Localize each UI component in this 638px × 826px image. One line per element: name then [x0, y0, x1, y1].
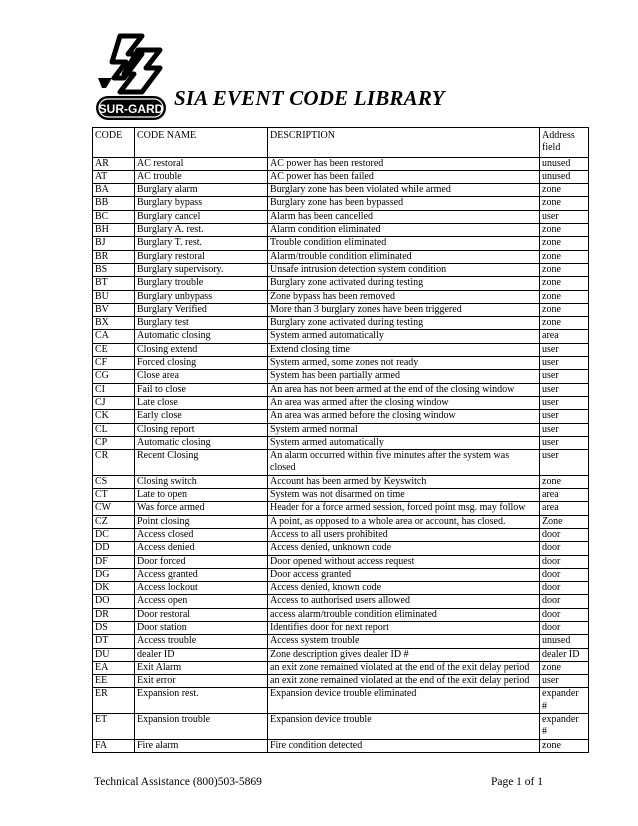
- row-description: Alarm/trouble condition eliminated: [268, 250, 540, 263]
- row-description: Access system trouble: [268, 635, 540, 648]
- row-code-name: AC trouble: [135, 170, 268, 183]
- row-address-field: user: [540, 383, 589, 396]
- table-row: [93, 423, 589, 436]
- row-description: More than 3 burglary zones have been triggered: [268, 303, 540, 316]
- row-code: ET: [93, 714, 135, 740]
- table-row: [93, 370, 589, 383]
- row-code: BU: [93, 290, 135, 303]
- row-code: BJ: [93, 237, 135, 250]
- row-address-field: zone: [540, 475, 589, 488]
- row-code-name: Closing report: [135, 423, 268, 436]
- sur-gard-logo: [94, 32, 168, 124]
- row-code-name: Automatic closing: [135, 330, 268, 343]
- row-code-name: AC restoral: [135, 157, 268, 170]
- row-code: CI: [93, 383, 135, 396]
- row-description: Zone bypass has been removed: [268, 290, 540, 303]
- table-row: [93, 688, 589, 714]
- table-row: [93, 675, 589, 688]
- row-description: Access to all users prohibited: [268, 528, 540, 541]
- table-row: [93, 303, 589, 316]
- row-address-field: door: [540, 621, 589, 634]
- row-description: Burglary zone activated during testing: [268, 317, 540, 330]
- table-row: [93, 555, 589, 568]
- row-address-field: door: [540, 582, 589, 595]
- row-code: CE: [93, 343, 135, 356]
- row-code-name: Automatic closing: [135, 436, 268, 449]
- row-code: CW: [93, 502, 135, 515]
- row-description: System armed, some zones not ready: [268, 357, 540, 370]
- row-description: Burglary zone has been bypassed: [268, 197, 540, 210]
- row-code-name: Exit Alarm: [135, 661, 268, 674]
- row-description: Burglary zone has been violated while armed: [268, 184, 540, 197]
- row-code-name: Exit error: [135, 675, 268, 688]
- table-row: [93, 542, 589, 555]
- table-row: [93, 184, 589, 197]
- row-code-name: Burglary A. rest.: [135, 224, 268, 237]
- row-code-name: Door forced: [135, 555, 268, 568]
- table-row: [93, 317, 589, 330]
- table-row: [93, 357, 589, 370]
- table-row: [93, 502, 589, 515]
- row-code: CT: [93, 489, 135, 502]
- row-address-field: expander #: [540, 714, 589, 740]
- table-row: [93, 515, 589, 528]
- column-header-address-field: Address field: [540, 128, 589, 158]
- row-code-name: Door station: [135, 621, 268, 634]
- table-row: [93, 739, 589, 752]
- row-address-field: zone: [540, 224, 589, 237]
- table-row: [93, 197, 589, 210]
- row-address-field: Zone: [540, 515, 589, 528]
- row-address-field: user: [540, 343, 589, 356]
- row-address-field: zone: [540, 184, 589, 197]
- row-code: CP: [93, 436, 135, 449]
- row-code-name: Late to open: [135, 489, 268, 502]
- row-code: AT: [93, 170, 135, 183]
- row-address-field: user: [540, 450, 589, 476]
- table-row: [93, 263, 589, 276]
- row-address-field: zone: [540, 290, 589, 303]
- row-code-name: Burglary unbypass: [135, 290, 268, 303]
- row-code-name: Burglary cancel: [135, 210, 268, 223]
- row-description: Expansion device trouble eliminated: [268, 688, 540, 714]
- row-description: Unsafe intrusion detection system condition: [268, 263, 540, 276]
- row-code: CA: [93, 330, 135, 343]
- row-description: an exit zone remained violated at the end of the exit delay period: [268, 675, 540, 688]
- row-code: BH: [93, 224, 135, 237]
- row-code: BS: [93, 263, 135, 276]
- row-address-field: door: [540, 595, 589, 608]
- row-code-name: Burglary T. rest.: [135, 237, 268, 250]
- row-description: System was not disarmed on time: [268, 489, 540, 502]
- table-row: [93, 343, 589, 356]
- table-row: [93, 621, 589, 634]
- row-code-name: Access denied: [135, 542, 268, 555]
- row-description: Access to authorised users allowed: [268, 595, 540, 608]
- table-row: [93, 410, 589, 423]
- row-description: AC power has been restored: [268, 157, 540, 170]
- table-row: [93, 436, 589, 449]
- row-description: Extend closing time: [268, 343, 540, 356]
- row-address-field: user: [540, 396, 589, 409]
- row-code: DS: [93, 621, 135, 634]
- row-code-name: Access trouble: [135, 635, 268, 648]
- row-code-name: Burglary bypass: [135, 197, 268, 210]
- table-row: [93, 250, 589, 263]
- row-code: CS: [93, 475, 135, 488]
- row-code-name: Forced closing: [135, 357, 268, 370]
- row-code-name: Burglary Verified: [135, 303, 268, 316]
- row-description: Account has been armed by Keyswitch: [268, 475, 540, 488]
- table-header-row: [93, 128, 589, 158]
- row-address-field: user: [540, 675, 589, 688]
- row-description: An alarm occurred within five minutes after the system was closed: [268, 450, 540, 476]
- row-description: Burglary zone activated during testing: [268, 277, 540, 290]
- row-code: CZ: [93, 515, 135, 528]
- row-address-field: user: [540, 423, 589, 436]
- row-code: DK: [93, 582, 135, 595]
- row-code-name: Expansion rest.: [135, 688, 268, 714]
- row-code: CF: [93, 357, 135, 370]
- row-description: Zone description gives dealer ID #: [268, 648, 540, 661]
- row-description: System armed automatically: [268, 330, 540, 343]
- table-row: [93, 568, 589, 581]
- row-code-name: Access granted: [135, 568, 268, 581]
- row-address-field: zone: [540, 661, 589, 674]
- table-row: [93, 237, 589, 250]
- row-code: BV: [93, 303, 135, 316]
- row-code-name: Burglary test: [135, 317, 268, 330]
- table-row: [93, 157, 589, 170]
- row-code: BX: [93, 317, 135, 330]
- row-description: Header for a force armed session, forced point msg. may follow: [268, 502, 540, 515]
- row-code: DG: [93, 568, 135, 581]
- table-row: [93, 661, 589, 674]
- row-code-name: Point closing: [135, 515, 268, 528]
- row-code-name: Fail to close: [135, 383, 268, 396]
- row-address-field: zone: [540, 197, 589, 210]
- sia-event-code-table: [92, 127, 589, 753]
- row-code-name: Recent Closing: [135, 450, 268, 476]
- row-code: EE: [93, 675, 135, 688]
- row-description: System has been partially armed: [268, 370, 540, 383]
- footer-technical-assistance: Technical Assistance (800)503-5869: [94, 776, 262, 788]
- row-description: access alarm/trouble condition eliminated: [268, 608, 540, 621]
- row-code-name: Expansion trouble: [135, 714, 268, 740]
- row-code: DR: [93, 608, 135, 621]
- row-description: An area was armed before the closing window: [268, 410, 540, 423]
- row-code: FA: [93, 739, 135, 752]
- row-address-field: unused: [540, 170, 589, 183]
- row-code: EA: [93, 661, 135, 674]
- row-code: DU: [93, 648, 135, 661]
- logo-text: SUR-GARD: [98, 102, 164, 116]
- row-code-name: Late close: [135, 396, 268, 409]
- column-header-description: DESCRIPTION: [268, 128, 540, 158]
- row-code: DF: [93, 555, 135, 568]
- row-code-name: Closing switch: [135, 475, 268, 488]
- row-code: CJ: [93, 396, 135, 409]
- row-code: DC: [93, 528, 135, 541]
- row-address-field: zone: [540, 739, 589, 752]
- table-row: [93, 475, 589, 488]
- row-code-name: Closing extend: [135, 343, 268, 356]
- row-address-field: dealer ID: [540, 648, 589, 661]
- row-description: System armed normal: [268, 423, 540, 436]
- table-row: [93, 290, 589, 303]
- row-description: Fire condition detected: [268, 739, 540, 752]
- row-code: BB: [93, 197, 135, 210]
- table-row: [93, 277, 589, 290]
- row-code-name: Burglary alarm: [135, 184, 268, 197]
- row-code: DT: [93, 635, 135, 648]
- row-description: Expansion device trouble: [268, 714, 540, 740]
- row-description: Access denied, known code: [268, 582, 540, 595]
- table-row: [93, 450, 589, 476]
- row-code: AR: [93, 157, 135, 170]
- row-description: an exit zone remained violated at the end of the exit delay period: [268, 661, 540, 674]
- row-address-field: user: [540, 210, 589, 223]
- row-address-field: door: [540, 608, 589, 621]
- page-title: SIA EVENT CODE LIBRARY: [174, 86, 445, 110]
- row-code-name: Burglary restoral: [135, 250, 268, 263]
- row-address-field: zone: [540, 277, 589, 290]
- row-code-name: Access closed: [135, 528, 268, 541]
- table-row: [93, 210, 589, 223]
- table-row: [93, 648, 589, 661]
- row-address-field: user: [540, 357, 589, 370]
- row-code: CL: [93, 423, 135, 436]
- row-address-field: zone: [540, 263, 589, 276]
- row-address-field: zone: [540, 303, 589, 316]
- row-code: CR: [93, 450, 135, 476]
- row-code-name: Was force armed: [135, 502, 268, 515]
- row-address-field: expander #: [540, 688, 589, 714]
- row-description: Identifies door for next report: [268, 621, 540, 634]
- row-address-field: user: [540, 370, 589, 383]
- row-code-name: dealer ID: [135, 648, 268, 661]
- row-code-name: Fire alarm: [135, 739, 268, 752]
- row-description: Access denied, unknown code: [268, 542, 540, 555]
- row-code-name: Door restoral: [135, 608, 268, 621]
- row-code: BR: [93, 250, 135, 263]
- row-code-name: Close area: [135, 370, 268, 383]
- table-row: [93, 170, 589, 183]
- row-address-field: zone: [540, 317, 589, 330]
- row-code-name: Access lockout: [135, 582, 268, 595]
- row-description: AC power has been failed: [268, 170, 540, 183]
- footer-page-number: Page 1 of 1: [490, 776, 543, 788]
- row-code: DD: [93, 542, 135, 555]
- row-address-field: door: [540, 568, 589, 581]
- row-description: An area has not been armed at the end of the closing window: [268, 383, 540, 396]
- row-code: BC: [93, 210, 135, 223]
- row-address-field: door: [540, 555, 589, 568]
- table-row: [93, 383, 589, 396]
- row-address-field: unused: [540, 635, 589, 648]
- row-code: BT: [93, 277, 135, 290]
- row-address-field: door: [540, 528, 589, 541]
- row-code-name: Burglary trouble: [135, 277, 268, 290]
- table-row: [93, 714, 589, 740]
- row-description: Alarm condition eliminated: [268, 224, 540, 237]
- row-description: Door opened without access request: [268, 555, 540, 568]
- row-description: System armed automatically: [268, 436, 540, 449]
- row-code: CK: [93, 410, 135, 423]
- table-row: [93, 635, 589, 648]
- row-address-field: area: [540, 502, 589, 515]
- row-description: An area was armed after the closing window: [268, 396, 540, 409]
- table-row: [93, 330, 589, 343]
- row-address-field: area: [540, 489, 589, 502]
- column-header-code: CODE: [93, 128, 135, 158]
- column-header-code-name: CODE NAME: [135, 128, 268, 158]
- row-address-field: user: [540, 436, 589, 449]
- row-description: Alarm has been cancelled: [268, 210, 540, 223]
- table-row: [93, 396, 589, 409]
- row-address-field: user: [540, 410, 589, 423]
- table-row: [93, 528, 589, 541]
- row-code: DO: [93, 595, 135, 608]
- row-address-field: area: [540, 330, 589, 343]
- table-row: [93, 489, 589, 502]
- table-row: [93, 582, 589, 595]
- row-description: Door access granted: [268, 568, 540, 581]
- row-code-name: Burglary supervisory.: [135, 263, 268, 276]
- row-code-name: Access open: [135, 595, 268, 608]
- row-description: Trouble condition eliminated: [268, 237, 540, 250]
- row-address-field: zone: [540, 237, 589, 250]
- row-description: A point, as opposed to a whole area or account, has closed.: [268, 515, 540, 528]
- table-row: [93, 224, 589, 237]
- row-address-field: unused: [540, 157, 589, 170]
- row-code: ER: [93, 688, 135, 714]
- row-code: BA: [93, 184, 135, 197]
- table-row: [93, 595, 589, 608]
- row-address-field: zone: [540, 250, 589, 263]
- row-code-name: Early close: [135, 410, 268, 423]
- row-code: CG: [93, 370, 135, 383]
- table-row: [93, 608, 589, 621]
- row-address-field: door: [540, 542, 589, 555]
